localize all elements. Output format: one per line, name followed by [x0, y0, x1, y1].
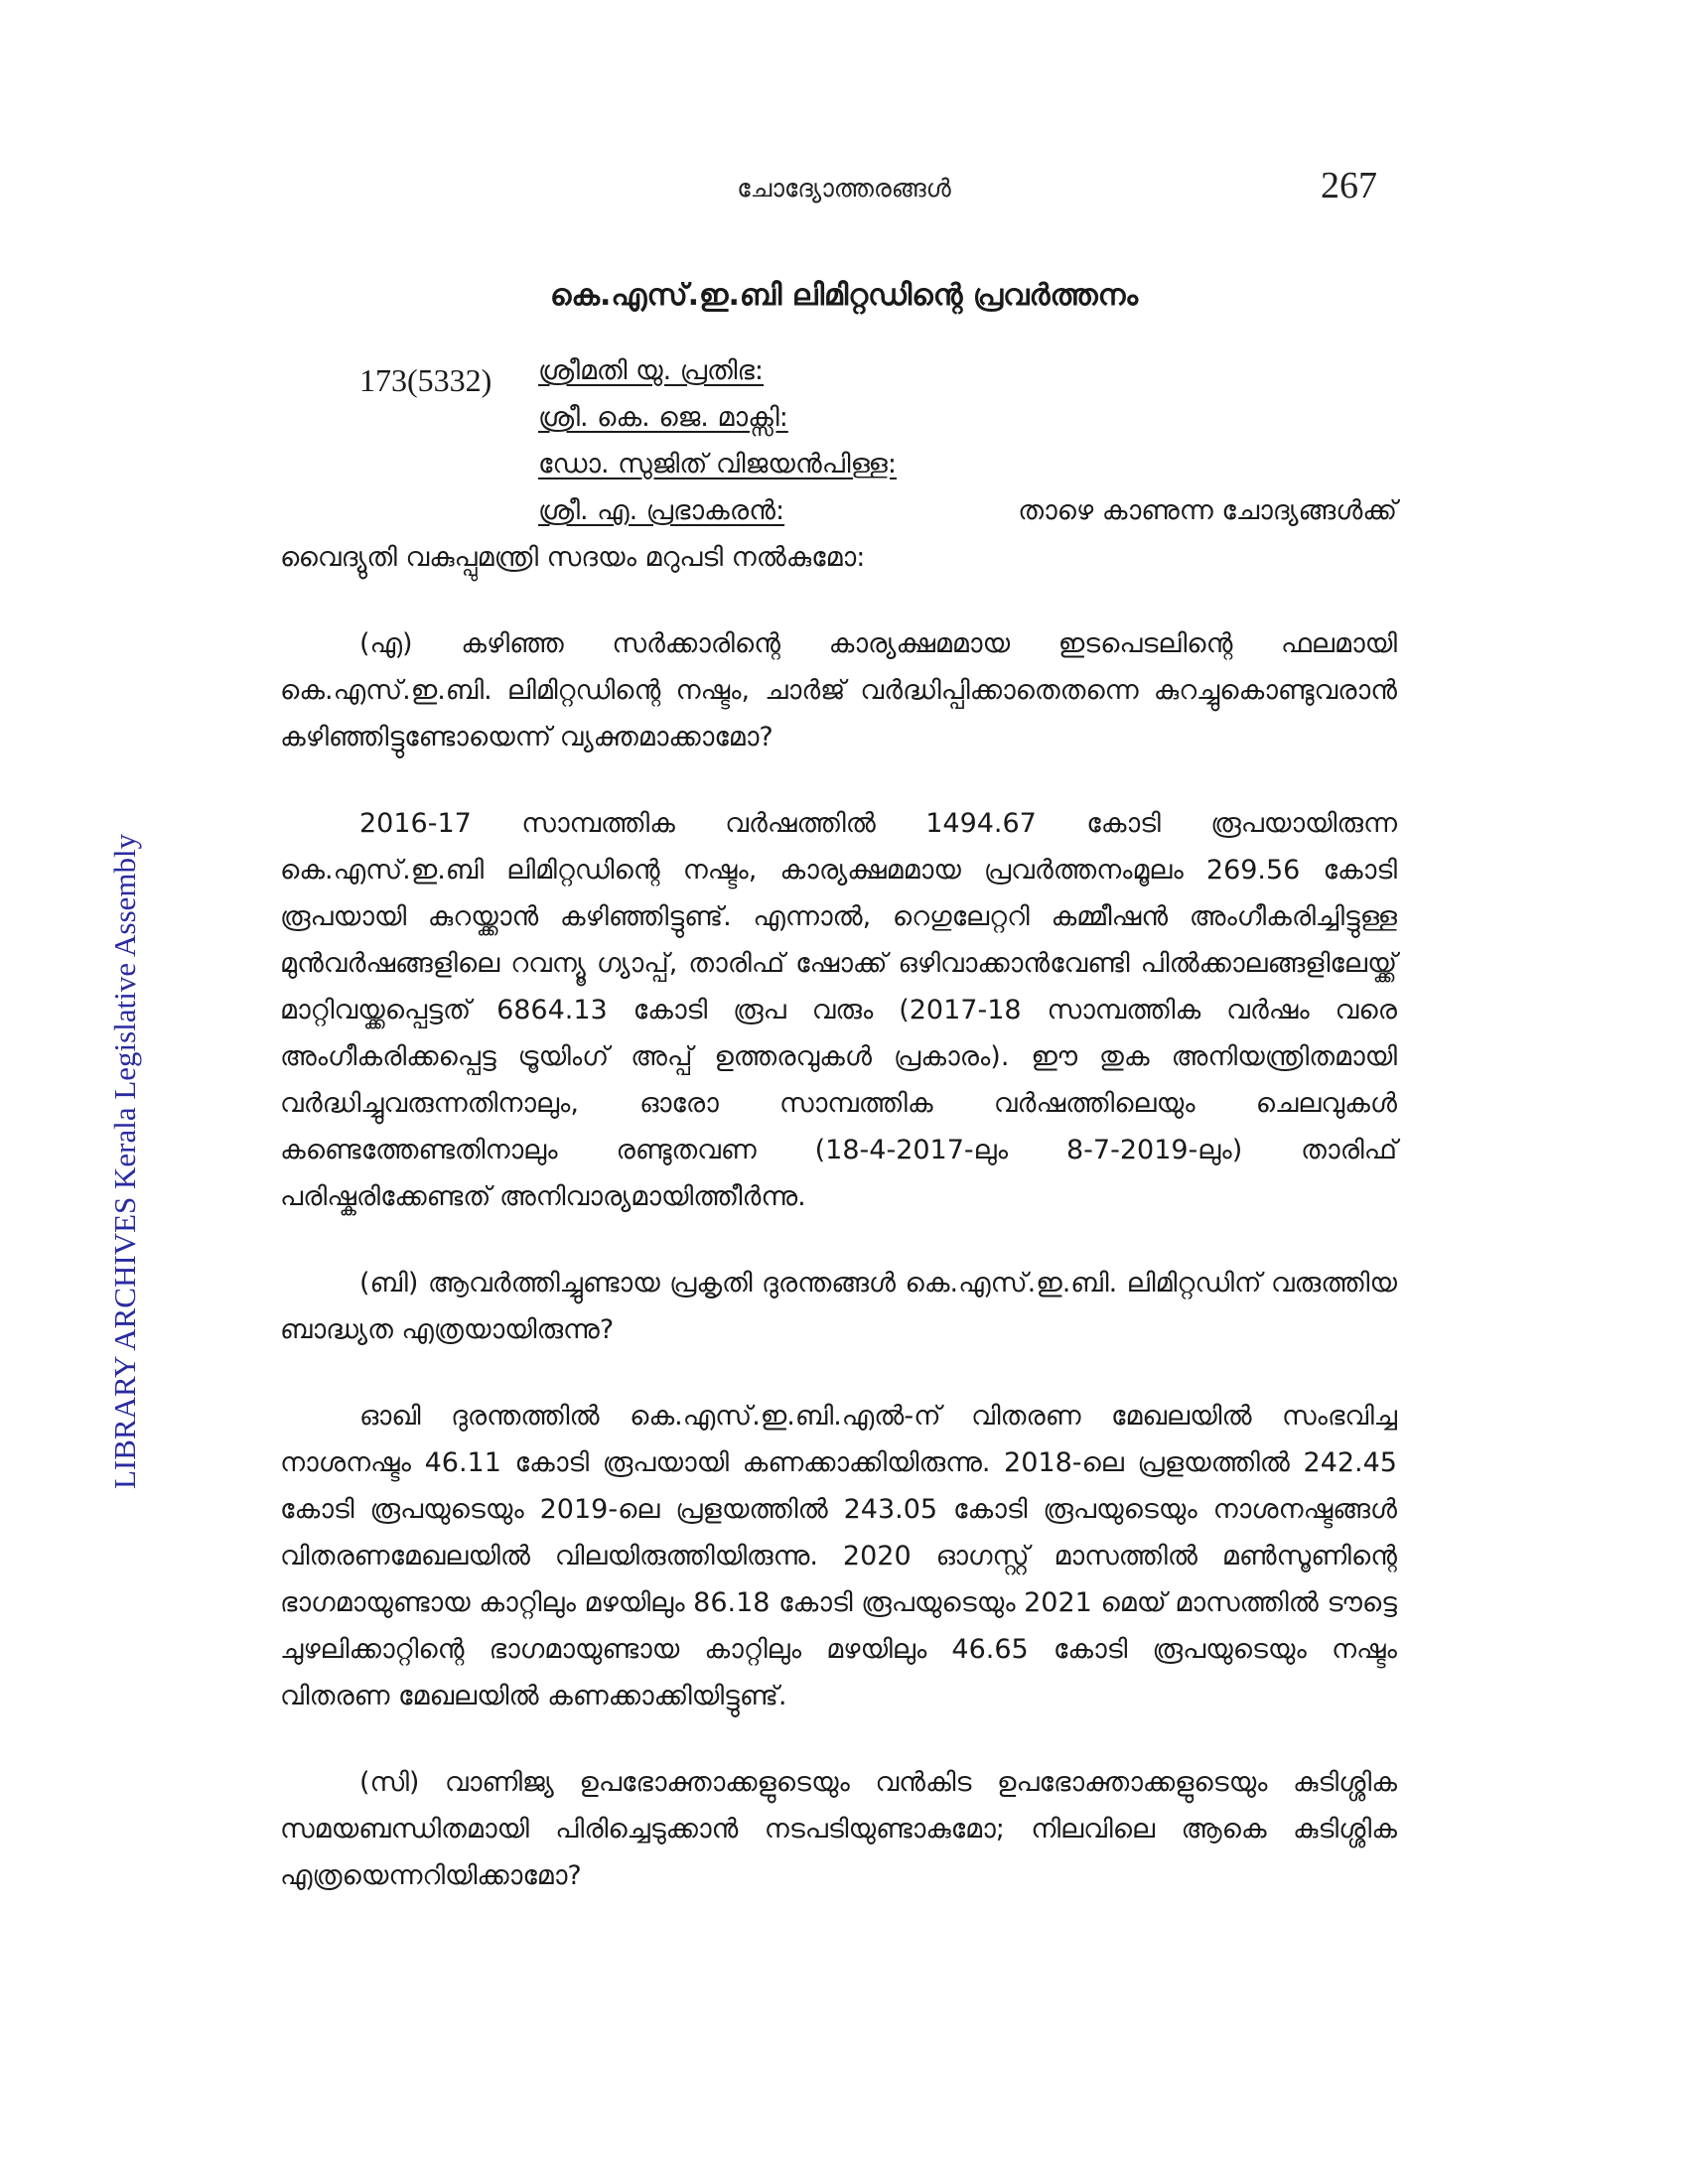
question-a: (എ) കഴിഞ്ഞ സർക്കാരിന്റെ കാര്യക്ഷമമായ ഇടപെടലിന്റെ ഫലമായി കെ.എസ്.ഇ.ബി. ലിമിറ്റഡിന്റെ നഷ്ടം, ചാർജ് വർദ്ധിപ്പിക്കാതെതന്നെ കുറച്ചുകൊണ്ടുവരാൻ കഴിഞ്ഞിട്ടുണ്ടോയെന്ന് വ്യക്തമാക്കാമോ? — [280, 628, 1397, 752]
section-heading: കെ.എസ്.ഇ.ബി ലിമിറ്റഡിന്റെ പ്രവർത്തനം — [549, 278, 1139, 313]
intro-text-cont: വൈദ്യുതി വകുപ്പുമന്ത്രി സദയം മറുപടി നൽകുമോ: — [280, 542, 866, 573]
member-name: ശ്രീ. എ. പ്രഭാകരൻ: — [538, 495, 785, 526]
question-b: (ബി) ആവർത്തിച്ചുണ്ടായ പ്രകൃതി ദുരന്തങ്ങൾ കെ.എസ്.ഇ.ബി. ലിമിറ്റഡിന് വരുത്തിയ ബാദ്ധ്യത എത്രയായിരുന്നു? — [280, 1268, 1397, 1345]
question-c: (സി) വാണിജ്യ ഉപഭോക്താക്കളുടെയും വൻകിട ഉപഭോക്താക്കളുടെയും കുടിശ്ശിക സമയബന്ധിതമായി പിരിച്ചെടുക്കാൻ നടപടിയുണ്ടാകുമോ; നിലവിലെ ആകെ കുടിശ്ശിക എത്രയെന്നറിയിക്കാമോ? — [280, 1767, 1397, 1891]
intro-text: താഴെ കാണുന്ന ചോദ്യങ്ങൾക്ക് — [1018, 495, 1397, 526]
member-last-line — [538, 487, 1397, 534]
member-name: ശ്രീമതി യു. പ്രതിഭ: — [538, 355, 765, 386]
member-name: ഡോ. സുജിത് വിജയൻപിള്ള: — [538, 449, 897, 479]
page-number: 267 — [1321, 165, 1377, 206]
answer-a: 2016-17 സാമ്പത്തിക വർഷത്തിൽ 1494.67 കോടി രൂപയായിരുന്ന കെ.എസ്.ഇ.ബി ലിമിറ്റഡിന്റെ നഷ്ടം, കാര്യക്ഷമമായ പ്രവർത്തനംമൂലം 269.56 കോടി രൂപയായി കുറയ്ക്കാൻ കഴിഞ്ഞിട്ടുണ്ട്. എന്നാൽ, റെഗുലേറ്ററി കമ്മീഷൻ അംഗീകരിച്ചിട്ടുള്ള മുൻവർഷങ്ങളിലെ റവന്യൂ ഗ്യാപ്പ്, താരിഫ് ഷോക്ക് ഒഴിവാക്കാൻവേണ്ടി പിൽക്കാലങ്ങളിലേയ്ക്ക് മാറ്റിവയ്ക്കപ്പെട്ടത് 6864.13 കോടി രൂപ വരും (2017-18 സാമ്പത്തിക വർഷം വരെ അംഗീകരിക്കപ്പെട്ട ട്രൂയിംഗ് അപ്പ് ഉത്തരവുകൾ പ്രകാരം). ഈ തുക അനിയന്ത്രിതമായി വർദ്ധിച്ചുവരുന്നതിനാലും, ഓരോ സാമ്പത്തിക വർഷത്തിലെയും ചെലവുകൾ കണ്ടെത്തേണ്ടതിനാലും രണ്ടുതവണ (18-4-2017-ലും 8-7-2019-ലും) താരിഫ് പരിഷ്കരിക്കേണ്ടത് അനിവാര്യമായിത്തീർന്നു. — [280, 808, 1397, 1212]
running-title: ചോദ്യോത്തരങ്ങൾ — [737, 174, 951, 203]
member-name: ശ്രീ. കെ. ജെ. മാക്സി: — [538, 402, 788, 433]
question-content — [280, 347, 1397, 1939]
member-list — [538, 347, 1397, 487]
side-watermark: LIBRARY ARCHIVES Kerala Legislative Assembly — [107, 833, 142, 1489]
question-number: 173(5332) — [359, 362, 492, 398]
answer-b: ഓഖി ദുരന്തത്തിൽ കെ.എസ്.ഇ.ബി.എൽ-ന് വിതരണ മേഖലയിൽ സംഭവിച്ച നാശനഷ്ടം 46.11 കോടി രൂപയായി കണക്കാക്കിയിരുന്നു. 2018-ലെ പ്രളയത്തിൽ 242.45 കോടി രൂപയുടെയും 2019-ലെ പ്രളയത്തിൽ 243.05 കോടി രൂപയുടെയും നാശനഷ്ടങ്ങൾ വിതരണമേഖലയിൽ വിലയിരുത്തിയിരുന്നു. 2020 ഓഗസ്റ്റ് മാസത്തിൽ മൺസൂണിന്റെ ഭാഗമായുണ്ടായ കാറ്റിലും മഴയിലും 86.18 കോടി രൂപയുടെയും 2021 മെയ് മാസത്തിൽ ടൗട്ടെ ചുഴലിക്കാറ്റിന്റെ ഭാഗമായുണ്ടായ കാറ്റിലും മഴയിലും 46.65 കോടി രൂപയുടെയും നഷ്ടം വിതരണ മേഖലയിൽ കണക്കാക്കിയിട്ടുണ്ട്. — [280, 1401, 1397, 1711]
